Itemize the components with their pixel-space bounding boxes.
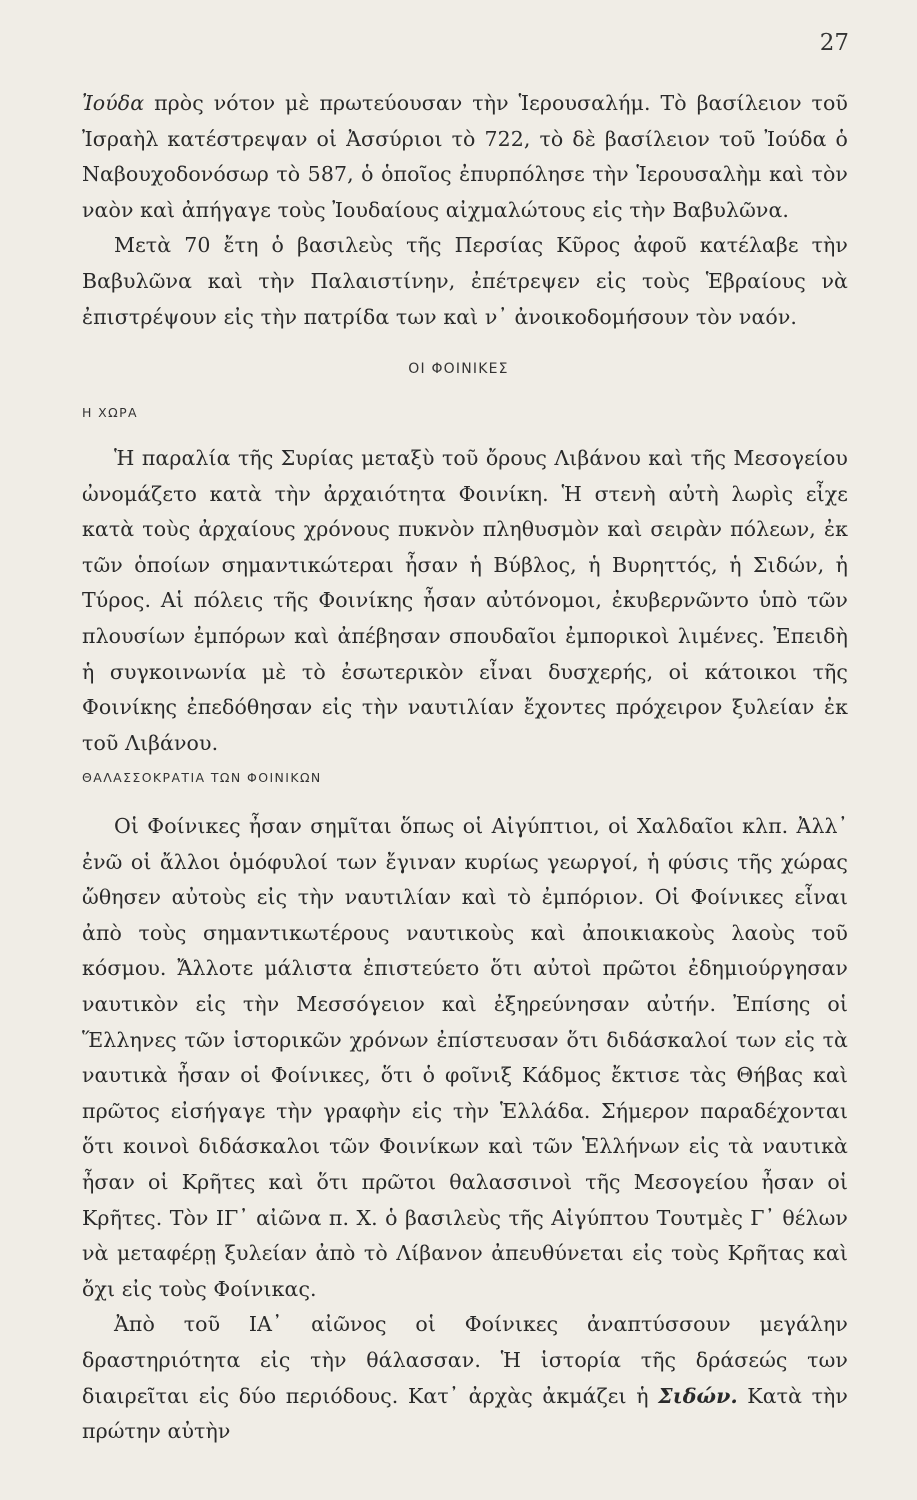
intro-paragraph-1 xyxy=(82,86,848,228)
thalassokratia-paragraph-1: Οἱ Φοίνικες ἦσαν σημῖται ὅπως οἱ Αἰγύπτιοι, οἱ Χαλδαῖοι κλπ. Ἀλλ᾽ ἐνῶ οἱ ἄλλοι ὁμόφυλοί των ἔγιναν κυρίως γεωργοί, ἡ φύσις τῆς χώρας ὤθησεν αὐτοὺς εἰς τὴν ναυτιλίαν καὶ τὸ ἐμπόριον. Οἱ Φοίνικες εἶναι ἀπὸ τοὺς σημαντικωτέρους ναυτικοὺς καὶ ἀποικιακοὺς λαοὺς τοῦ κόσμου. Ἄλλοτε μάλιστα ἐπιστεύετο ὅτι αὐτοὶ πρῶτοι ἐδημιούργησαν ναυτικὸν εἰς τὴν Μεσσόγειον καὶ ἐξηρεύνησαν αὐτήν. Ἐπίσης οἱ Ἕλληνες τῶν ἱστορικῶν χρόνων ἐπίστευσαν ὅτι διδάσκαλοί των εἰς τὰ ναυτικὰ ἦσαν οἱ Φοίνικες, ὅτι ὁ φοῖνιξ Κάδμος ἔκτισε τὰς Θήβας καὶ πρῶτος εἰσήγαγε τὴν γραφὴν εἰς τὴν Ἑλλάδα. Σήμερον παραδέχονται ὅτι κοινοὶ διδάσκαλοι τῶν Φοινίκων καὶ τῶν Ἑλλήνων εἰς τὰ ναυτικὰ ἦσαν οἱ Κρῆτες καὶ ὅτι πρῶτοι θαλασσινοὶ τῆς Μεσογείου ἦσαν οἱ Κρῆτες. Τὸν ΙΓ᾽ αἰῶνα π. Χ. ὁ βασιλεὺς τῆς Αἰγύπτου Τουτμὲς Γ᾽ θέλων νὰ μεταφέρῃ ξυλείαν ἀπὸ τὸ Λίβανον ἀπευθύνεται εἰς τοὺς Κρῆτας καὶ ὄχι εἰς τοὺς Φοίνικας. xyxy=(82,814,848,1301)
chora-text xyxy=(82,441,848,761)
thalassokratia-paragraph-2 xyxy=(82,1307,848,1449)
intro-text xyxy=(82,86,848,335)
intro-italic-word: Ἰούδα xyxy=(82,91,145,115)
chora-heading: Η ΧΩΡΑ xyxy=(82,405,138,420)
thalassokratia-paragraph-2-start: Ἀπὸ τοῦ ΙΑ᾽ αἰῶνος οἱ Φοίνικες ἀναπτύσσουν μεγάλην δραστηριότητα εἰς τὴν θάλασσαν. Ἡ ἱστορία τῆς δράσεώς των διαιρεῖται εἰς δύο περιόδους. Κατ᾽ ἀρχὰς ἀκμάζει ἡ xyxy=(82,1312,848,1408)
thalassokratia-paragraph-2-end: Κατὰ τὴν πρώτην αὐτὴν xyxy=(82,1383,848,1444)
sidon-emphasis: Σιδών. xyxy=(658,1383,738,1408)
intro-paragraph-2: Μετὰ 70 ἔτη ὁ βασιλεὺς τῆς Περσίας Κῦρος ἀφοῦ κατέλαβε τὴν Βαβυλῶνα καὶ τὴν Παλαιστίνην, ἐπέτρεψεν εἰς τοὺς Ἑβραίους νὰ ἐπιστρέψουν εἰς τὴν πατρίδα των καὶ ν᾽ ἀνοικοδομήσουν τὸν ναόν. xyxy=(82,233,848,329)
section-title: ΟΙ ΦΟΙΝΙΚΕΣ xyxy=(408,361,509,377)
page-number: 27 xyxy=(819,30,849,56)
chora-paragraph: Ἡ παραλία τῆς Συρίας μεταξὺ τοῦ ὄρους Λιβάνου καὶ τῆς Μεσογείου ὠνομάζετο κατὰ τὴν ἀρχαιότητα Φοινίκη. Ἡ στενὴ αὐτὴ λωρὶς εἶχε κατὰ τοὺς ἀρχαίους χρόνους πυκνὸν πληθυσμὸν καὶ σειρὰν πόλεων, ἐκ τῶν ὁποίων σημαντικώτεραι ἦσαν ἡ Βύβλος, ἡ Βυρηττός, ἡ Σιδών, ἡ Τύρος. Αἱ πόλεις τῆς Φοινίκης ἦσαν αὐτόνομοι, ἐκυβερνῶντο ὑπὸ τῶν πλουσίων ἐμπόρων καὶ ἀπέβησαν σπουδαῖοι ἐμπορικοὶ λιμένες. Ἐπειδὴ ἡ συγκοινωνία μὲ τὸ ἐσωτερικὸν εἶναι δυσχερής, οἱ κάτοικοι τῆς Φοινίκης ἐπεδόθησαν εἰς τὴν ναυτιλίαν ἔχοντες πρόχειρον ξυλείαν ἐκ τοῦ Λιβάνου. xyxy=(82,446,848,755)
thalassokratia-heading: ΘΑΛΑΣΣΟΚΡΑΤΙΑ ΤΩΝ ΦΟΙΝΙΚΩΝ xyxy=(82,770,322,785)
intro-paragraph-1-rest: πρὸς νότον μὲ πρωτεύουσαν τὴν Ἱερουσαλήμ. Τὸ βασίλειον τοῦ Ἰσραὴλ κατέστρεψαν οἱ Ἀσσύριοι τὸ 722, τὸ δὲ βασίλειον τοῦ Ἰούδα ὁ Ναβουχοδονόσωρ τὸ 587, ὁ ὁποῖος ἐπυρπόλησε τὴν Ἱερουσαλὴμ καὶ τὸν ναὸν καὶ ἀπήγαγε τοὺς Ἰουδαίους αἰχμαλώτους εἰς τὴν Βαβυλῶνα. xyxy=(82,91,848,222)
thalassokratia-text xyxy=(82,809,848,1450)
